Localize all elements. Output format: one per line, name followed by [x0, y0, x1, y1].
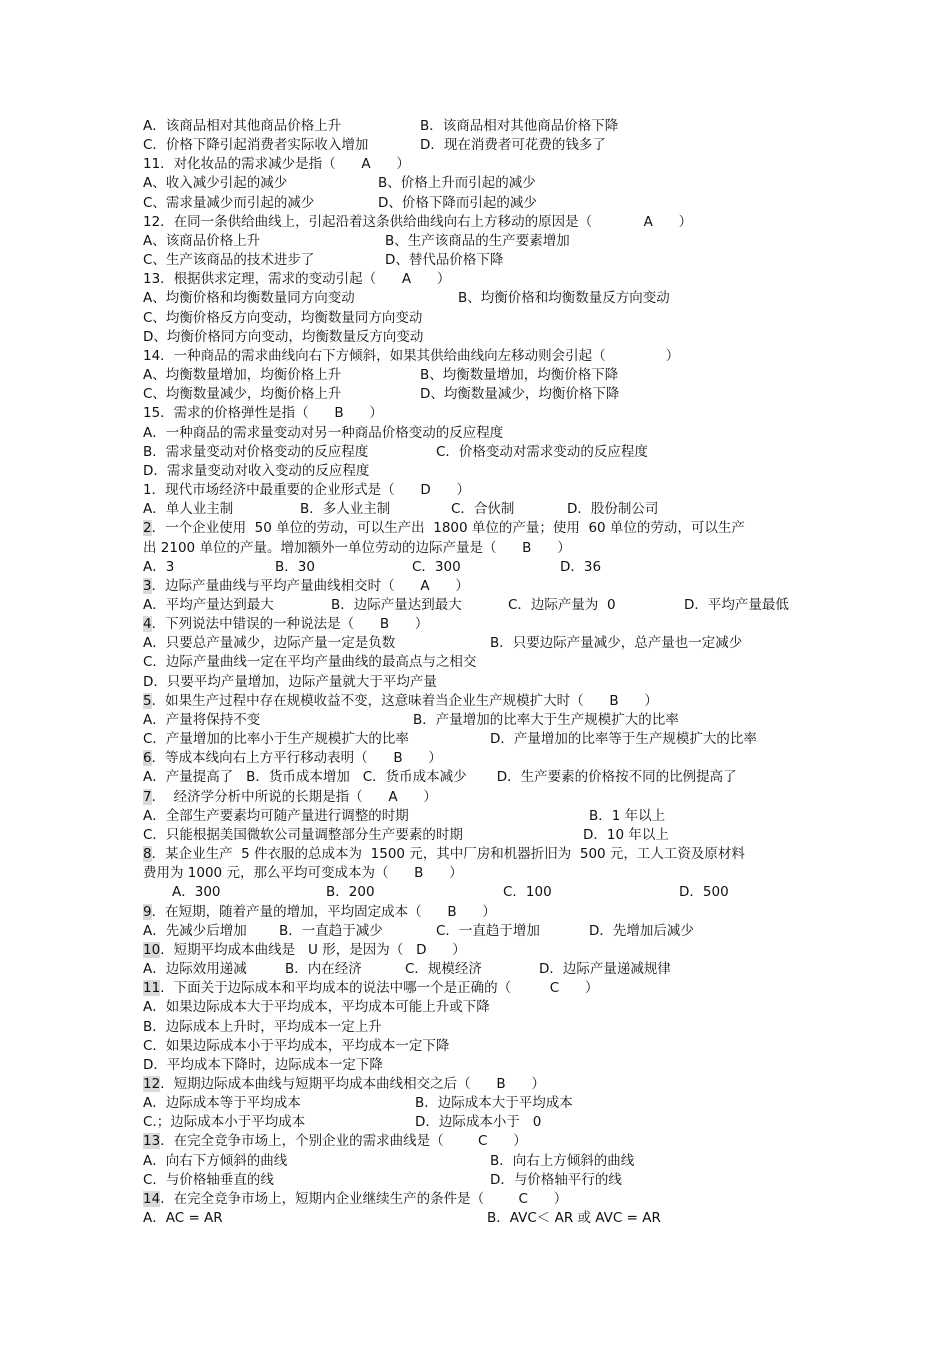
- line-text: C．边际产量曲线一定在平均产量曲线的最高点与之相交: [143, 654, 477, 670]
- option-text: D、价格下降而引起的减少: [378, 195, 537, 211]
- option-text: D．边际成本小于 0: [415, 1114, 542, 1130]
- line-text: 11．下面关于边际成本和平均成本的说法中哪一个是正确的（ C ）: [143, 980, 599, 996]
- option-text: B、均衡数量增加，均衡价格下降: [420, 367, 619, 383]
- line-text: C．与价格轴垂直的线: [143, 1172, 274, 1188]
- option-text: B．该商品相对其他商品价格下降: [420, 118, 619, 134]
- number-highlight: 7: [143, 789, 152, 805]
- option-text: C．100: [503, 884, 552, 900]
- number-highlight: 14: [143, 1191, 161, 1207]
- line-text: A、均衡数量增加，均衡价格上升: [143, 367, 342, 383]
- option-text: D．10 年以上: [583, 827, 669, 843]
- line-text: C．产量增加的比率小于生产规模扩大的比率: [143, 731, 409, 747]
- option-text: B、价格上升而引起的减少: [378, 175, 536, 191]
- line-text: A．边际成本等于平均成本: [143, 1095, 301, 1111]
- number-highlight: 11: [143, 980, 161, 996]
- line-text: A．如果边际成本大于平均成本，平均成本可能上升或下降: [143, 999, 490, 1015]
- option-text: C．合伙制: [451, 501, 515, 517]
- option-text: D．与价格轴平行的线: [490, 1172, 622, 1188]
- line-text: 10．短期平均成本曲线是 U 形，是因为（ D ）: [143, 942, 466, 958]
- line-text: A．AC = AR: [143, 1210, 223, 1226]
- line-text: 2．一个企业使用 50 单位的劳动，可以生产出 1800 单位的产量；使用 60 单位的劳动，可以生产: [143, 520, 745, 536]
- line-text: 12．短期边际成本曲线与短期平均成本曲线相交之后（ B ）: [143, 1076, 545, 1092]
- option-text: B．1 年以上: [589, 808, 666, 824]
- option-text: C．价格变动对需求变动的反应程度: [436, 444, 648, 460]
- option-text: D．现在消费者可花费的钱多了: [420, 137, 606, 153]
- option-text: B．向右上方倾斜的曲线: [490, 1153, 635, 1169]
- number-highlight: 9: [143, 904, 152, 920]
- line-text: 14．一种商品的需求曲线向右下方倾斜，如果其供给曲线向左移动则会引起（ ）: [143, 348, 680, 364]
- option-text: D、均衡数量减少，均衡价格下降: [420, 386, 620, 402]
- line-text: C．如果边际成本小于平均成本，平均成本一定下降: [143, 1038, 450, 1054]
- line-text: C、需求量减少而引起的减少: [143, 195, 315, 211]
- line-text: A．全部生产要素均可随产量进行调整的时期: [143, 808, 409, 824]
- line-text: A．3: [143, 559, 175, 575]
- line-text: A、该商品价格上升: [143, 233, 261, 249]
- line-text: 9．在短期，随着产量的增加，平均固定成本（ B ）: [143, 904, 496, 920]
- line-text: A．只要总产量减少，边际产量一定是负数: [143, 635, 396, 651]
- line-text: A．产量将保持不变: [143, 712, 261, 728]
- line-text: 13．在完全竞争市场上，个别企业的需求曲线是（ C ）: [143, 1133, 527, 1149]
- number-highlight: 10: [143, 942, 161, 958]
- line-text: 5．如果生产过程中存在规模收益不变，这意味着当企业生产规模扩大时（ B ）: [143, 693, 658, 709]
- option-text: C．规模经济: [405, 961, 482, 977]
- line-text: A．该商品相对其他商品价格上升: [143, 118, 342, 134]
- option-text: D．36: [560, 559, 602, 575]
- number-highlight: 5: [143, 693, 152, 709]
- option-text: B、生产该商品的生产要素增加: [385, 233, 570, 249]
- line-text: B．边际成本上升时，平均成本一定上升: [143, 1019, 382, 1035]
- option-text: C．300: [412, 559, 461, 575]
- line-text: 13．根据供求定理，需求的变动引起（ A ）: [143, 271, 451, 287]
- line-text: 14．在完全竞争市场上，短期内企业继续生产的条件是（ C ）: [143, 1191, 568, 1207]
- option-text: B．边际成本大于平均成本: [415, 1095, 573, 1111]
- option-text: D．先增加后减少: [589, 923, 694, 939]
- line-text: C．价格下降引起消费者实际收入增加: [143, 137, 369, 153]
- option-text: B．内在经济: [285, 961, 362, 977]
- option-text: B．AVC＜ AR 或 AVC = AR: [487, 1210, 661, 1226]
- option-text: D．股份制公司: [567, 501, 659, 517]
- number-highlight: 3: [143, 578, 152, 594]
- line-text: A．单人业主制: [143, 501, 234, 517]
- line-text: A．向右下方倾斜的曲线: [143, 1153, 288, 1169]
- option-text: C．边际产量为 0: [508, 597, 616, 613]
- line-text: 15．需求的价格弹性是指（ B ）: [143, 405, 383, 421]
- number-highlight: 2: [143, 520, 152, 536]
- option-text: D、替代品价格下降: [385, 252, 504, 268]
- line-text: A．边际效用递减: [143, 961, 247, 977]
- line-text: C、均衡数量减少，均衡价格上升: [143, 386, 342, 402]
- line-text: A．300: [172, 884, 221, 900]
- option-text: C．一直趋于增加: [436, 923, 540, 939]
- option-text: B．一直趋于减少: [279, 923, 383, 939]
- option-text: D．平均产量最低: [684, 597, 789, 613]
- line-text: A、收入减少引起的减少: [143, 175, 288, 191]
- line-text: A．先减少后增加: [143, 923, 247, 939]
- line-text: A．产量提高了 B．货币成本增加 C．货币成本减少 D．生产要素的价格按不同的比例提高了: [143, 769, 737, 785]
- line-text: 1．现代市场经济中最重要的企业形式是（ D ）: [143, 482, 470, 498]
- line-text: D．只要平均产量增加，边际产量就大于平均产量: [143, 674, 437, 690]
- option-text: B、均衡价格和均衡数量反方向变动: [458, 290, 670, 306]
- number-highlight: 4: [143, 616, 152, 632]
- line-text: 费用为 1000 元，那么平均可变成本为（ B ）: [143, 865, 463, 881]
- line-text: A．平均产量达到最大: [143, 597, 274, 613]
- line-text: C．只能根据美国微软公司量调整部分生产要素的时期: [143, 827, 463, 843]
- line-text: 3．边际产量曲线与平均产量曲线相交时（ A ）: [143, 578, 469, 594]
- line-text: 11．对化妆品的需求减少是指（ A ）: [143, 156, 410, 172]
- line-text: 8．某企业生产 5 件衣服的总成本为 1500 元，其中厂房和机器折旧为 500 元，工人工资及原材料: [143, 846, 745, 862]
- line-text: C.；边际成本小于平均成本: [143, 1114, 306, 1130]
- option-text: B．边际产量达到最大: [331, 597, 462, 613]
- line-text: 4．下列说法中错误的一种说法是（ B ）: [143, 616, 429, 632]
- line-text: D、均衡价格同方向变动，均衡数量反方向变动: [143, 329, 424, 345]
- option-text: D．边际产量递减规律: [539, 961, 671, 977]
- line-text: 6．等成本线向右上方平行移动表明（ B ）: [143, 750, 442, 766]
- line-text: D．平均成本下降时，边际成本一定下降: [143, 1057, 383, 1073]
- number-highlight: 6: [143, 750, 152, 766]
- option-text: B．只要边际产量减少，总产量也一定减少: [490, 635, 743, 651]
- line-text: 7． 经济学分析中所说的长期是指（ A ）: [143, 789, 437, 805]
- line-text: C、生产该商品的技术进步了: [143, 252, 315, 268]
- number-highlight: 12: [143, 1076, 161, 1092]
- option-text: B．30: [275, 559, 315, 575]
- option-text: B．200: [326, 884, 375, 900]
- option-text: B．产量增加的比率大于生产规模扩大的比率: [413, 712, 679, 728]
- line-text: C、均衡价格反方向变动，均衡数量同方向变动: [143, 310, 423, 326]
- option-text: D．500: [679, 884, 729, 900]
- line-text: D．需求量变动对收入变动的反应程度: [143, 463, 370, 479]
- line-text: A．一种商品的需求量变动对另一种商品价格变动的反应程度: [143, 425, 504, 441]
- line-text: A、均衡价格和均衡数量同方向变动: [143, 290, 355, 306]
- number-highlight: 13: [143, 1133, 161, 1149]
- option-text: B．多人业主制: [300, 501, 391, 517]
- option-text: D．产量增加的比率等于生产规模扩大的比率: [490, 731, 757, 747]
- line-text: 12．在同一条供给曲线上，引起沿着这条供给曲线向右上方移动的原因是（ A ）: [143, 214, 693, 230]
- number-highlight: 8: [143, 846, 152, 862]
- line-text: B．需求量变动对价格变动的反应程度: [143, 444, 369, 460]
- line-text: 出 2100 单位的产量。增加额外一单位劳动的边际产量是（ B ）: [143, 540, 571, 556]
